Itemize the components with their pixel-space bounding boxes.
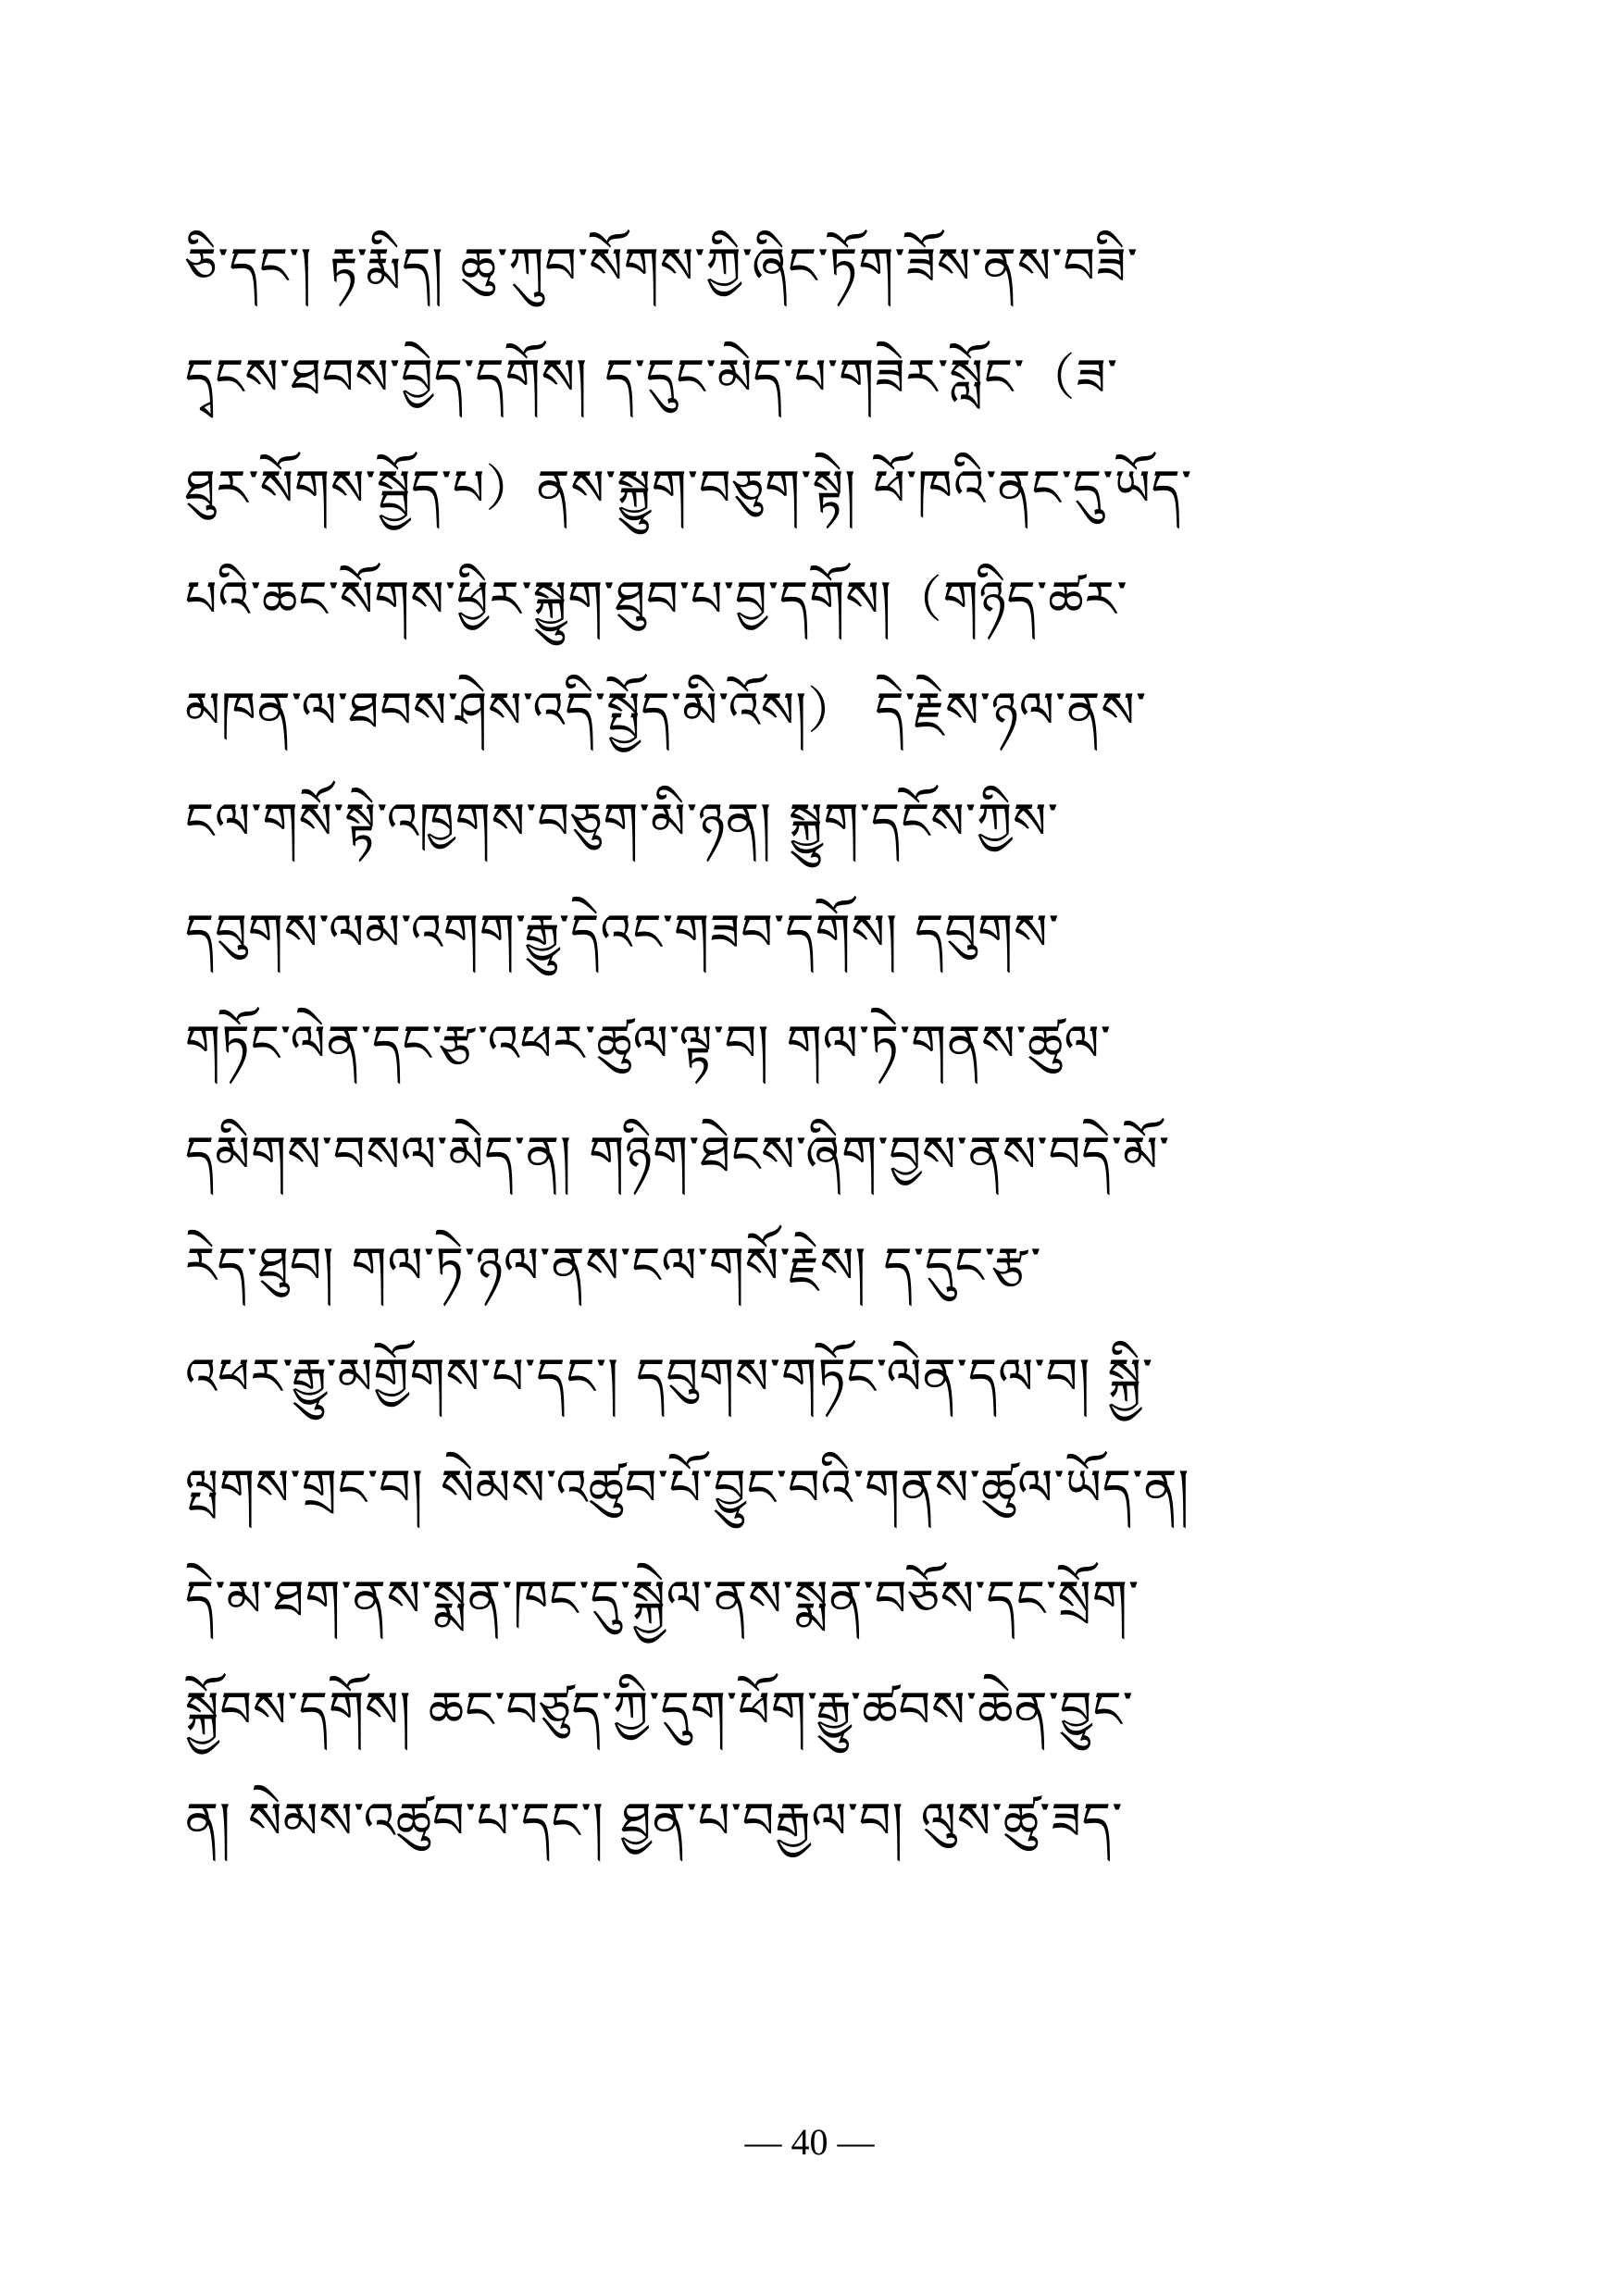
text-line: ཐུར་སོགས་སྦྱོད་པ）ནས་སྐྱུག་བཅུག་སྟེ། ཕོ་ཁའི་ནང་དུ་ཡོད་: [185, 459, 1193, 517]
page-number: — 40 —: [744, 2121, 875, 2163]
text-line: གཏོང་ལེན་དང་རྩ་འཕར་ཚུལ་ལྟ་བ། གལ་ཏེ་གནས་ཚུལ་: [185, 1014, 1112, 1073]
text-line: ལྤགས་གྲང་བ། སེམས་འཚུབ་པོ་བྱུང་བའི་གནས་ཚུལ་ཡོད་ན།: [185, 1458, 1190, 1517]
text-line: དྭངས་ཐབས་བྱེད་དགོས། ད་དུང་མེད་པ་གཟེར་སློང་（ཟ་: [185, 348, 1119, 406]
text-line: འཕར་རྒྱུ་མགྱོགས་པ་དང་། དབུགས་གཏོང་ལེན་དལ་བ། སྐྱི་: [185, 1347, 1154, 1406]
text-line: མཁན་ལ་ཐབས་ཤེས་འདི་སྤྱོད་མི་འོས།） དེ་རྗེས་ཉལ་ནས་: [185, 681, 1148, 739]
text-line: སྐྱོབས་དགོས། ཆང་བཙུད་ཀྱི་དུག་ཕོག་རྒྱུ་ཚབས་ཆེན་བྱུང་: [185, 1681, 1135, 1739]
text-line: དམིགས་བསལ་མེད་ན། གཉིག་ཐེངས་ཞིག་བྱས་ནས་བདེ་མོ་: [185, 1125, 1171, 1184]
text-line: ན། སེམས་འཚུབ་པ་དང་། ཐྱན་པ་བརྒྱལ་བ། ལུས་ཚུ་ཟད་: [185, 1792, 1124, 1850]
text-line: པའི་ཆང་སོགས་ཕྱིར་སྐྱུག་ཐུབ་པ་བྱ་དགོས།（གཉིད་ཚར་: [185, 570, 1128, 628]
text-line: ཅི་དང་། རྟ་རྨིད། ཆུ་ཀུབ་སོགས་ཀྱི་ཞིང་ཏོག་ཟོས་ནས་བཟི་: [185, 237, 1139, 295]
text-line: ངལ་གསོ་སྟེ་འཁྱགས་བཅུག་མི་ཉན། སྐྱུག་དངོས་ཀྱིས་: [185, 792, 1059, 850]
text-line: དེ་མ་ཐག་ནས་སྨན་ཁང་དུ་སྐྱེལ་ནས་སྨན་བཅོས་དང་སྲོག་: [185, 1570, 1140, 1628]
body-text: [185, 211, 1435, 1877]
text-line: དབུགས་ལམ་འགག་རྒྱུ་དེའང་གཟབ་དགོས། དབུགས་: [185, 903, 1060, 962]
text-line: རེད་ཐུབ། གལ་ཏེ་ཉལ་ནས་ངལ་གསོ་རྗེས། ད་དུང་རྩ་: [185, 1236, 1042, 1295]
